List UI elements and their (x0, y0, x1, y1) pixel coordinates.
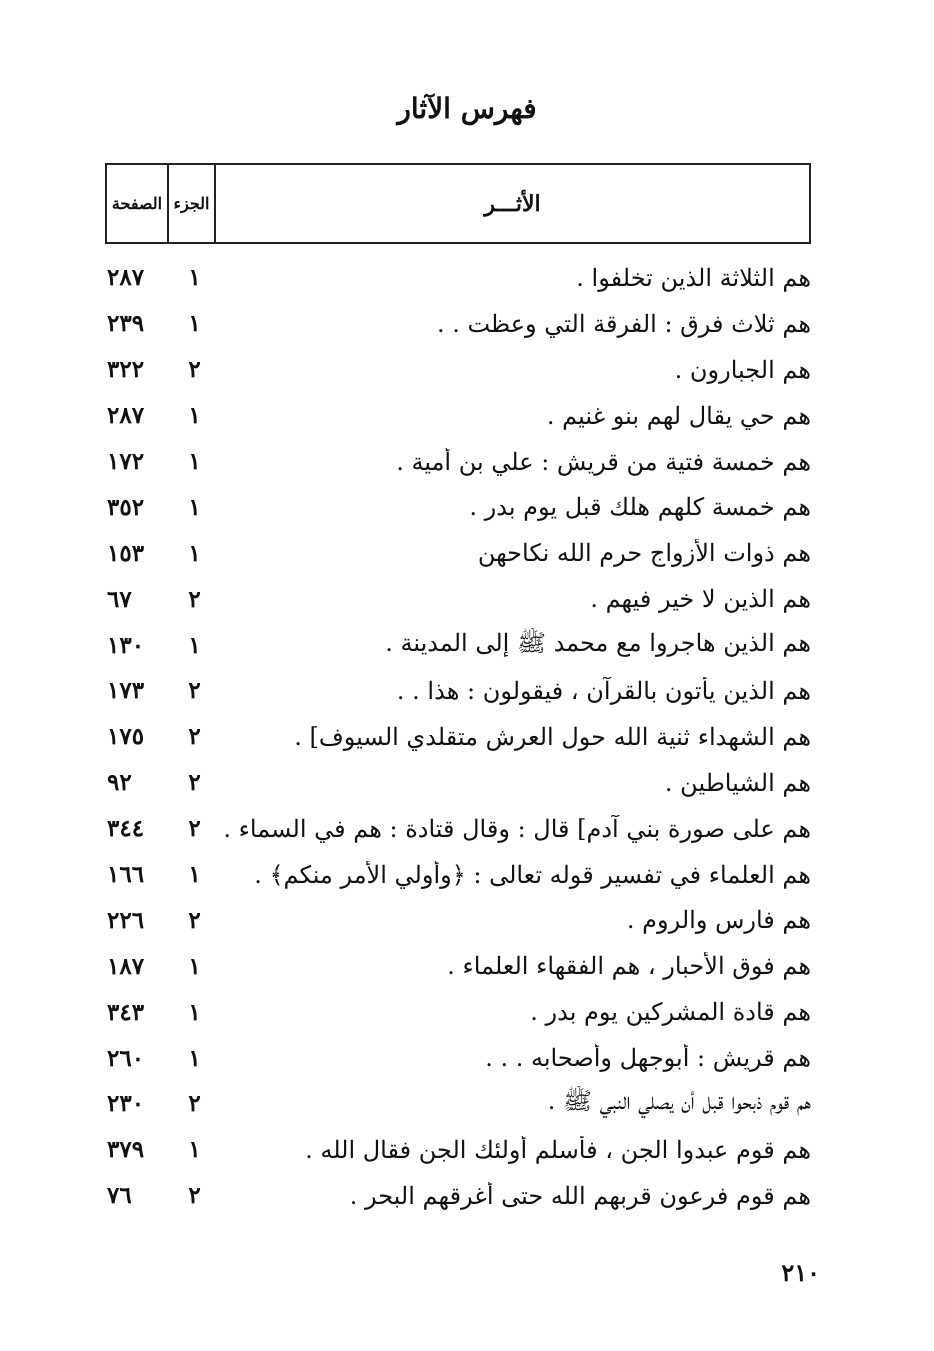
index-entry (105, 393, 811, 439)
entry-juz: ١ (188, 631, 201, 659)
entry-page: ٢٣٠ (107, 1090, 145, 1118)
entry-page: ٣٢٢ (107, 356, 145, 384)
index-entry (105, 622, 811, 668)
entry-page: ٢٨٧ (107, 402, 145, 430)
entry-page: ٣٧٩ (107, 1136, 145, 1164)
entry-text: هم الشهداء ثنية الله حول العرش متقلدي السيوف] . (294, 722, 811, 751)
entry-page: ١٧٥ (107, 723, 145, 751)
entry-text: هم فوق الأحبار ، هم الفقهاء العلماء . (447, 952, 811, 981)
index-entry (105, 484, 811, 530)
header-athar: الأثـــر (214, 165, 809, 242)
index-entry (105, 806, 811, 852)
entry-juz: ٢ (188, 815, 201, 843)
entry-text: هم الذين يأتون بالقرآن ، فيقولون : هذا . . (396, 676, 811, 705)
index-entries (105, 255, 811, 1219)
entry-page: ٣٤٤ (107, 815, 145, 843)
entry-text: هم قوم فرعون قربهم الله حتى أغرقهم البحر . (349, 1181, 811, 1210)
index-entry (105, 347, 811, 393)
entry-juz: ١ (188, 264, 201, 292)
index-entry (105, 852, 811, 898)
index-entry (105, 760, 811, 806)
entry-text: هم ثلاث فرق : الفرقة التي وعظت . . (436, 309, 811, 338)
entry-text: هم الجبارون . (674, 355, 811, 384)
entry-juz: ١ (188, 1136, 201, 1164)
entry-page: ٧٦ (107, 1182, 132, 1210)
index-entry (105, 1173, 811, 1219)
entry-text: هم الثلاثة الذين تخلفوا . (576, 263, 811, 292)
entry-page: ٢٦٠ (107, 1044, 145, 1072)
entry-text: هم الذين لا خير فيهم . (590, 585, 811, 614)
index-entry (105, 530, 811, 576)
entry-page: ١٧٢ (107, 448, 145, 475)
entry-text: هم قوم عبدوا الجن ، فأسلم أولئك الجن فقال الله . (305, 1135, 811, 1164)
entry-text: هم العلماء في تفسير قوله تعالى : ﴿وأولي الأمر منكم﴾ . (254, 860, 811, 889)
entry-juz: ٢ (188, 585, 201, 613)
header-juz: الجزء (167, 165, 214, 242)
entry-juz: ٢ (188, 677, 201, 705)
entry-page: ٢٢٦ (107, 906, 145, 934)
entry-juz: ٢ (188, 769, 201, 797)
entry-juz: ٢ (188, 1182, 201, 1210)
entry-juz: ١ (188, 310, 201, 338)
entry-juz: ١ (188, 493, 201, 521)
entry-page: ١٦٦ (107, 861, 145, 889)
entry-text: هم الشياطين . (664, 768, 811, 797)
entry-text: هم خمسة فتية من قريش : علي بن أمية . (396, 447, 811, 476)
entry-page: ٣٤٣ (107, 998, 145, 1026)
entry-page: ٢٨٧ (107, 264, 145, 292)
index-entry (105, 255, 811, 301)
index-entry (105, 943, 811, 989)
index-entry (105, 1035, 811, 1081)
entry-juz: ١ (188, 952, 201, 980)
index-entry (105, 301, 811, 347)
entry-page: ١٣٠ (107, 631, 145, 659)
entry-page: ١٥٣ (107, 539, 145, 567)
index-entry (105, 1127, 811, 1173)
entry-text: هم الذين هاجروا مع محمد ﷺ إلى المدينة . (385, 628, 811, 657)
entry-juz: ١ (188, 539, 201, 567)
header-page: الصفحة (111, 194, 163, 213)
page-number: ٢١٠ (781, 1258, 820, 1287)
entry-text: هم حي يقال لهم بنو غنيم . (546, 401, 811, 430)
entry-juz: ١ (188, 861, 201, 889)
entry-text: هم على صورة بني آدم] قال : وقال قتادة : هم في السماء . (223, 814, 811, 843)
entry-text: هم خمسة كلهم هلك قبل يوم بدر . (469, 493, 811, 522)
entry-juz: ٢ (188, 723, 201, 751)
entry-page: ١٧٣ (107, 677, 145, 705)
entry-text: هم قادة المشركين يوم بدر . (530, 998, 811, 1027)
index-entry (105, 576, 811, 622)
index-entry (105, 897, 811, 943)
entry-text: هم قوم ذبحوا قبل أن يصلي النبي ﷺ . (547, 1087, 811, 1116)
entry-text: هم قريش : أبوجهل وأصحابه . . . (485, 1044, 811, 1073)
entry-juz: ٢ (188, 1090, 201, 1118)
index-entry (105, 1081, 811, 1127)
entry-juz: ٢ (188, 906, 201, 934)
entry-text: هم فارس والروم . (626, 906, 811, 935)
entry-page: ٦٧ (107, 585, 132, 613)
entry-juz: ١ (188, 998, 201, 1026)
entry-juz: ١ (188, 402, 201, 430)
index-entry (105, 668, 811, 714)
entry-text: هم ذوات الأزواج حرم الله نكاحهن (477, 539, 811, 568)
entry-page: ٣٥٢ (107, 493, 145, 521)
index-table-header (105, 163, 811, 244)
entry-juz: ١ (188, 1044, 201, 1072)
index-entry (105, 714, 811, 760)
entry-juz: ٢ (188, 356, 201, 384)
entry-page: ١٨٧ (107, 952, 145, 980)
page-title: فهرس الآثار (397, 92, 537, 125)
entry-page: ٩٢ (107, 769, 132, 797)
entry-page: ٢٣٩ (107, 310, 145, 338)
index-entry (105, 439, 811, 485)
entry-juz: ١ (188, 448, 201, 475)
index-entry (105, 989, 811, 1035)
